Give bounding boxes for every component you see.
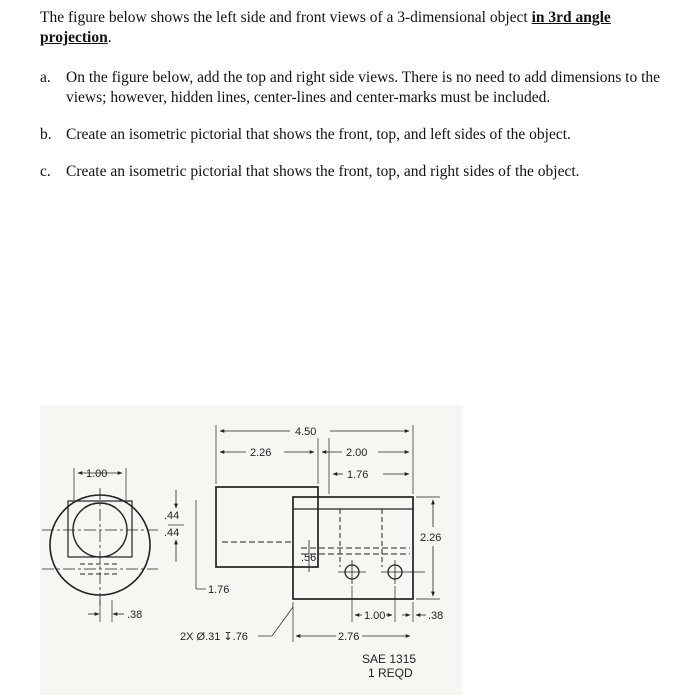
task-marker-b: b.: [40, 126, 52, 143]
task-text-c: Create an isometric pictorial that shows the front, top, and right sides of the object.: [66, 163, 580, 180]
dim-label-56: .56: [301, 552, 317, 564]
dimension-labels: [86, 426, 443, 680]
dim-label-1-00-bottom: 1.00: [364, 610, 386, 622]
front-view: [196, 425, 440, 642]
dim-label-2-00: 2.00: [346, 447, 368, 459]
material-note: SAE 1315: [362, 652, 417, 666]
dim-label-1-76-bottom: 1.76: [208, 584, 230, 596]
intro-text: The figure below shows the left side and front views of a 3-dimensional object: [40, 9, 532, 26]
task-marker-c: c.: [40, 163, 51, 180]
dim-label-1-76-top: 1.76: [347, 469, 369, 481]
hole-note-leader: [272, 607, 293, 636]
quantity-note: 1 REQD: [368, 666, 413, 680]
dim-label-2-76: 2.76: [338, 631, 360, 643]
dim-label-1-00-left: 1.00: [86, 468, 108, 480]
dim-label-2-26: 2.26: [250, 447, 272, 459]
projection-emphasis: in 3rd angle projection: [40, 9, 611, 46]
left-side-view: [42, 468, 184, 622]
dim-label-2-26-right: 2.26: [420, 532, 442, 544]
task-marker-a: a.: [40, 69, 51, 86]
dim-label-38-left: .38: [127, 609, 143, 621]
dim-label-44-a: .44: [164, 510, 180, 522]
intro-period: .: [107, 29, 112, 46]
dim-label-44-b: .44: [164, 527, 180, 539]
hole-callout: 2X Ø.31 ↧.76: [180, 631, 248, 643]
task-text-a: On the figure below, add the top and right side views. There is no need to add dimensions to the views; however, hidden lines, center-lines and center-marks must be included.: [66, 69, 661, 106]
dim-label-38-right: .38: [428, 610, 444, 622]
dim-label-4-50: 4.50: [295, 426, 317, 438]
task-text-b: Create an isometric pictorial that shows the front, top, and left sides of the object.: [66, 126, 571, 143]
